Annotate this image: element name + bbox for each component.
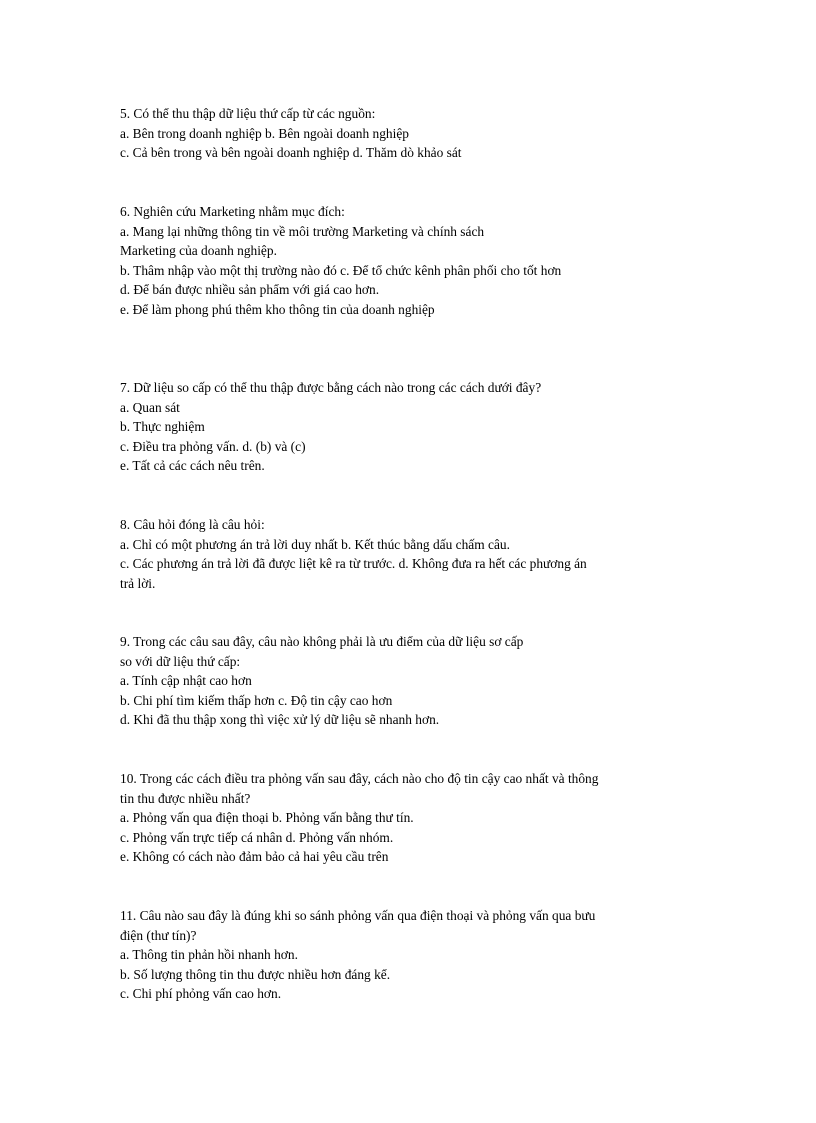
question-9-options-b-c: b. Chi phí tìm kiếm thấp hơn c. Độ tin cậy cao hơn [120, 692, 393, 708]
question-7-option-b: b. Thực nghiệm [120, 419, 205, 435]
question-11 [120, 906, 710, 1004]
question-5 [120, 104, 710, 163]
question-5-prompt: 5. Có thể thu thập dữ liệu thứ cấp từ các nguồn: [120, 106, 376, 121]
question-9-option-a: a. Tính cập nhật cao hơn [120, 673, 252, 689]
question-6-option-d: d. Để bán được nhiều sản phẩm với giá cao hơn. [120, 282, 380, 298]
question-9-prompt: 9. Trong các câu sau đây, câu nào không phải là ưu điểm của dữ liệu sơ cấp [120, 634, 524, 649]
question-10-options-a-b: a. Phỏng vấn qua điện thoại b. Phỏng vấn bằng thư tín. [120, 810, 414, 826]
question-9-option-d: d. Khi đã thu thập xong thì việc xử lý dữ liệu sẽ nhanh hơn. [120, 712, 440, 728]
question-8-prompt: 8. Câu hỏi đóng là câu hỏi: [120, 517, 265, 532]
question-9 [120, 632, 710, 730]
question-11-prompt: 11. Câu nào sau đây là đúng khi so sánh phỏng vấn qua điện thoại và phỏng vấn qua bưu [120, 908, 596, 923]
question-11-option-b: b. Số lượng thông tin thu được nhiều hơn đáng kể. [120, 966, 391, 982]
question-8-options-c-d: c. Các phương án trả lời đã được liệt kê ra từ trước. d. Không đưa ra hết các phương án [120, 556, 587, 572]
question-10-prompt-continued: tin thu được nhiều nhất? [120, 790, 251, 806]
question-8 [120, 515, 710, 593]
question-11-prompt-continued: điện (thư tín)? [120, 927, 197, 943]
question-6-prompt: 6. Nghiên cứu Marketing nhằm mục đích: [120, 204, 345, 219]
question-7-options-c-d: c. Điều tra phỏng vấn. d. (b) và (c) [120, 438, 306, 454]
question-9-prompt-continued: so với dữ liệu thứ cấp: [120, 653, 241, 669]
question-6-option-e: e. Để làm phong phú thêm kho thông tin của doanh nghiệp [120, 301, 435, 317]
question-11-option-a: a. Thông tin phản hồi nhanh hơn. [120, 947, 298, 963]
question-7-prompt: 7. Dữ liệu so cấp có thể thu thập được bằng cách nào trong các cách dưới đây? [120, 380, 542, 395]
question-8-option-d-continued: trả lời. [120, 575, 156, 591]
question-10-option-e: e. Không có cách nào đảm bảo cả hai yêu cầu trên [120, 849, 389, 865]
question-5-options-c-d: c. Cả bên trong và bên ngoài doanh nghiệp d. Thăm dò khảo sát [120, 145, 462, 161]
question-10 [120, 769, 710, 867]
question-7 [120, 378, 710, 476]
question-10-prompt: 10. Trong các cách điều tra phỏng vấn sau đây, cách nào cho độ tin cậy cao nhất và thông [120, 771, 599, 786]
question-7-option-e: e. Tất cả các cách nêu trên. [120, 458, 265, 474]
question-11-option-c: c. Chi phí phỏng vấn cao hơn. [120, 986, 282, 1002]
question-8-options-a-b: a. Chỉ có một phương án trả lời duy nhất b. Kết thúc bằng dấu chấm câu. [120, 536, 510, 552]
question-6-options-b-c: b. Thâm nhập vào một thị trường nào đó c. Để tổ chức kênh phân phối cho tốt hơn [120, 262, 562, 278]
question-10-options-c-d: c. Phỏng vấn trực tiếp cá nhân d. Phỏng vấn nhóm. [120, 829, 394, 845]
question-7-option-a: a. Quan sát [120, 399, 180, 415]
question-5-options-a-b: a. Bên trong doanh nghiệp b. Bên ngoài doanh nghiệp [120, 125, 409, 141]
question-6 [120, 202, 710, 320]
question-6-option-a: a. Mang lại những thông tin về môi trường Marketing và chính sách [120, 223, 485, 239]
question-6-option-a-continued: Marketing của doanh nghiệp. [120, 243, 277, 259]
